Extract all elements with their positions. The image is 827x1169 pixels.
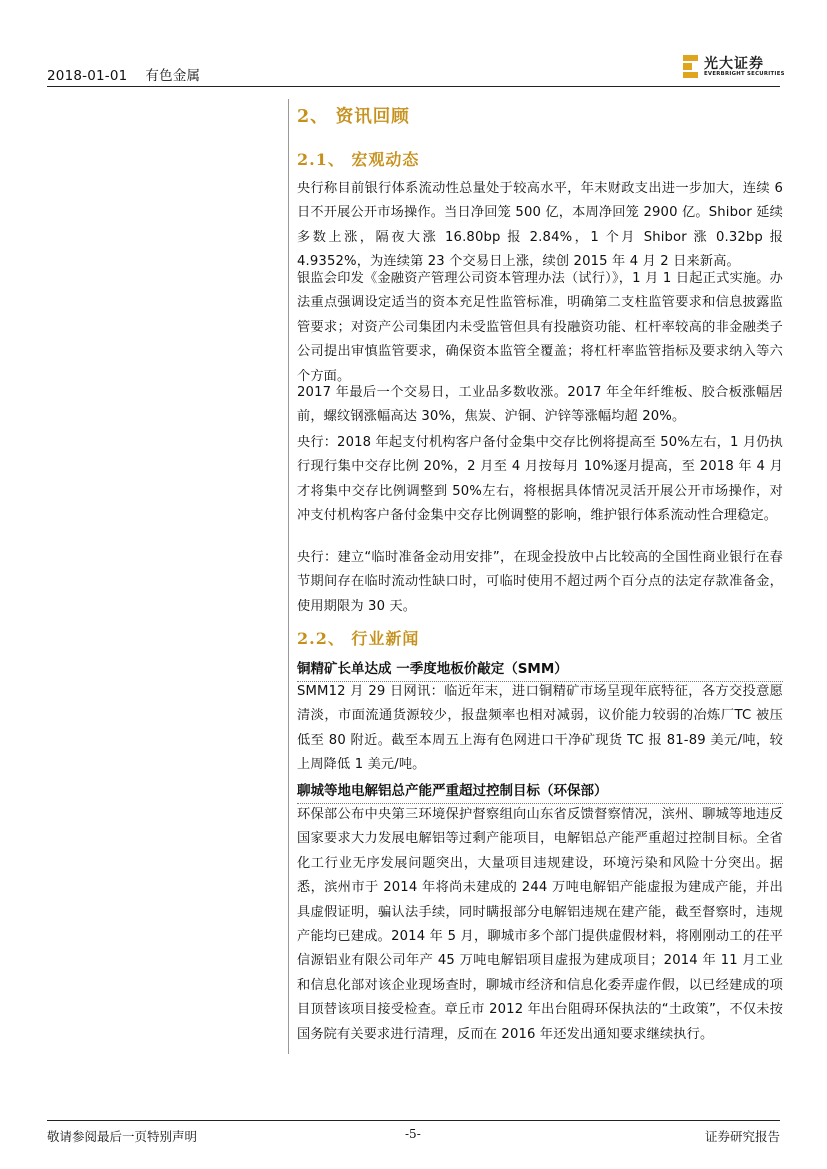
- macro-paragraph-2: 银监会印发《金融资产管理公司资本管理办法（试行）》，1 月 1 日起正式实施。办法重点强调设定适当的资本充足性监管标准，明确第二支柱监管要求和信息披露监管要求；对资产公司集团内未受监管但具有投融资功能、杠杆率较高的非金融类子公司提出审慎监管要求，确保资本监管全覆盖；将杠杆率监管指标及要求纳入等六个方面。: [297, 271, 783, 384]
- macro-paragraph-1: 央行称目前银行体系流动性总量处于较高水平，年末财政支出进一步加大，连续 6 日不开展公开市场操作。当日净回笼 500 亿，本周净回笼 2900 亿。Shibor 延续多数上涨，隔夜大涨 16.80bp 报 2.84%，1 个月 Shibor 涨 0.32bp 报 4.9352%，为连续第 23 个交易日上涨，续创 2015 年 4 月 2 日来新高。: [297, 181, 783, 270]
- page-number: -5-: [405, 1127, 421, 1141]
- subsection-industry-title: 2.2、 行业新闻: [297, 629, 420, 648]
- footer-disclaimer: 敬请参阅最后一页特别声明: [47, 1129, 198, 1144]
- content-left-rule: [288, 99, 289, 1054]
- macro-paragraph-4: 央行：2018 年起支付机构客户备付金集中交存比例将提高至 50%左右，1 月仍执行现行集中交存比例 20%，2 月至 4 月按每月 10%逐月提高，至 2018 年 4 月才将集中交存比例调整到 50%左右，将根据具体情况灵活开展公开市场操作，对冲支付机构客户备付金集中交存比例调整的影响，维护银行体系流动性合理稳定。: [297, 435, 783, 524]
- everbright-logo: [682, 52, 792, 82]
- news-title-2: 聊城等地电解铝总产能严重超过控制目标（环保部）: [297, 783, 608, 799]
- macro-paragraph-3: 2017 年最后一个交易日，工业品多数收涨。2017 年全年纤维板、胶合板涨幅居前，螺纹钢涨幅高达 30%，焦炭、沪铜、沪锌等涨幅均超 20%。: [297, 385, 783, 425]
- logo-english-name: EVERBRIGHT SECURITIES: [704, 71, 785, 77]
- header-date-category: 2018-01-01 有色金属: [47, 68, 201, 84]
- footer-divider: [47, 1120, 780, 1121]
- section-title: 2、 资讯回顾: [297, 107, 410, 127]
- logo-mark-icon: [682, 54, 700, 80]
- news-title-1: 铜精矿长单达成 一季度地板价敲定（SMM）: [297, 661, 568, 677]
- header-divider: [47, 86, 780, 87]
- macro-paragraph-5: 央行：建立“临时准备金动用安排”，在现金投放中占比较高的全国性商业银行在春节期间存在临时流动性缺口时，可临时使用不超过两个百分点的法定存款准备金，使用期限为 30 天。: [297, 550, 783, 614]
- news-body-2: 环保部公布中央第三环境保护督察组向山东省反馈督察情况，滨州、聊城等地违反国家要求大力发展电解铝等过剩产能项目，电解铝总产能严重超过控制目标。全省化工行业无序发展问题突出，大量项目违规建设，环境污染和风险十分突出。据悉，滨州市于 2014 年将尚未建成的 244 万吨电解铝产能虚报为建成产能，并出具虚假证明，骗认法手续，同时瞒报部分电解铝违规在建产能，截至督察时，违规产能均已建成。2014 年 5 月，聊城市多个部门提供虚假材料，将刚刚动工的茌平信源铝业有限公司年产 45 万吨电解铝项目虚报为建成项目；2014 年 11 月工业和信息化部对该企业现场查时，聊城市经济和信息化委弄虚作假，以已经建成的项目顶替该项目接受检查。章丘市 2012 年出台阻碍环保执法的“土政策”，不仅未按国务院有关要求进行清理，反而在 2016 年还发出通知要求继续执行。: [297, 807, 783, 1042]
- subsection-macro-title: 2.1、 宏观动态: [297, 150, 420, 169]
- logo-chinese-name: 光大证券: [704, 56, 764, 72]
- news-body-1: SMM12 月 29 日网讯：临近年末，进口铜精矿市场呈现年底特征，各方交投意愿清淡，市面流通货源较少，报盘频率也相对减弱，议价能力较弱的冶炼厂TC 被压低至 80 附近。截至本周五上海有色网进口干净矿现货 TC 报 81-89 美元/吨，较上周降低 1 美元/吨。: [297, 684, 783, 773]
- footer-report-type: 证券研究报告: [704, 1129, 780, 1144]
